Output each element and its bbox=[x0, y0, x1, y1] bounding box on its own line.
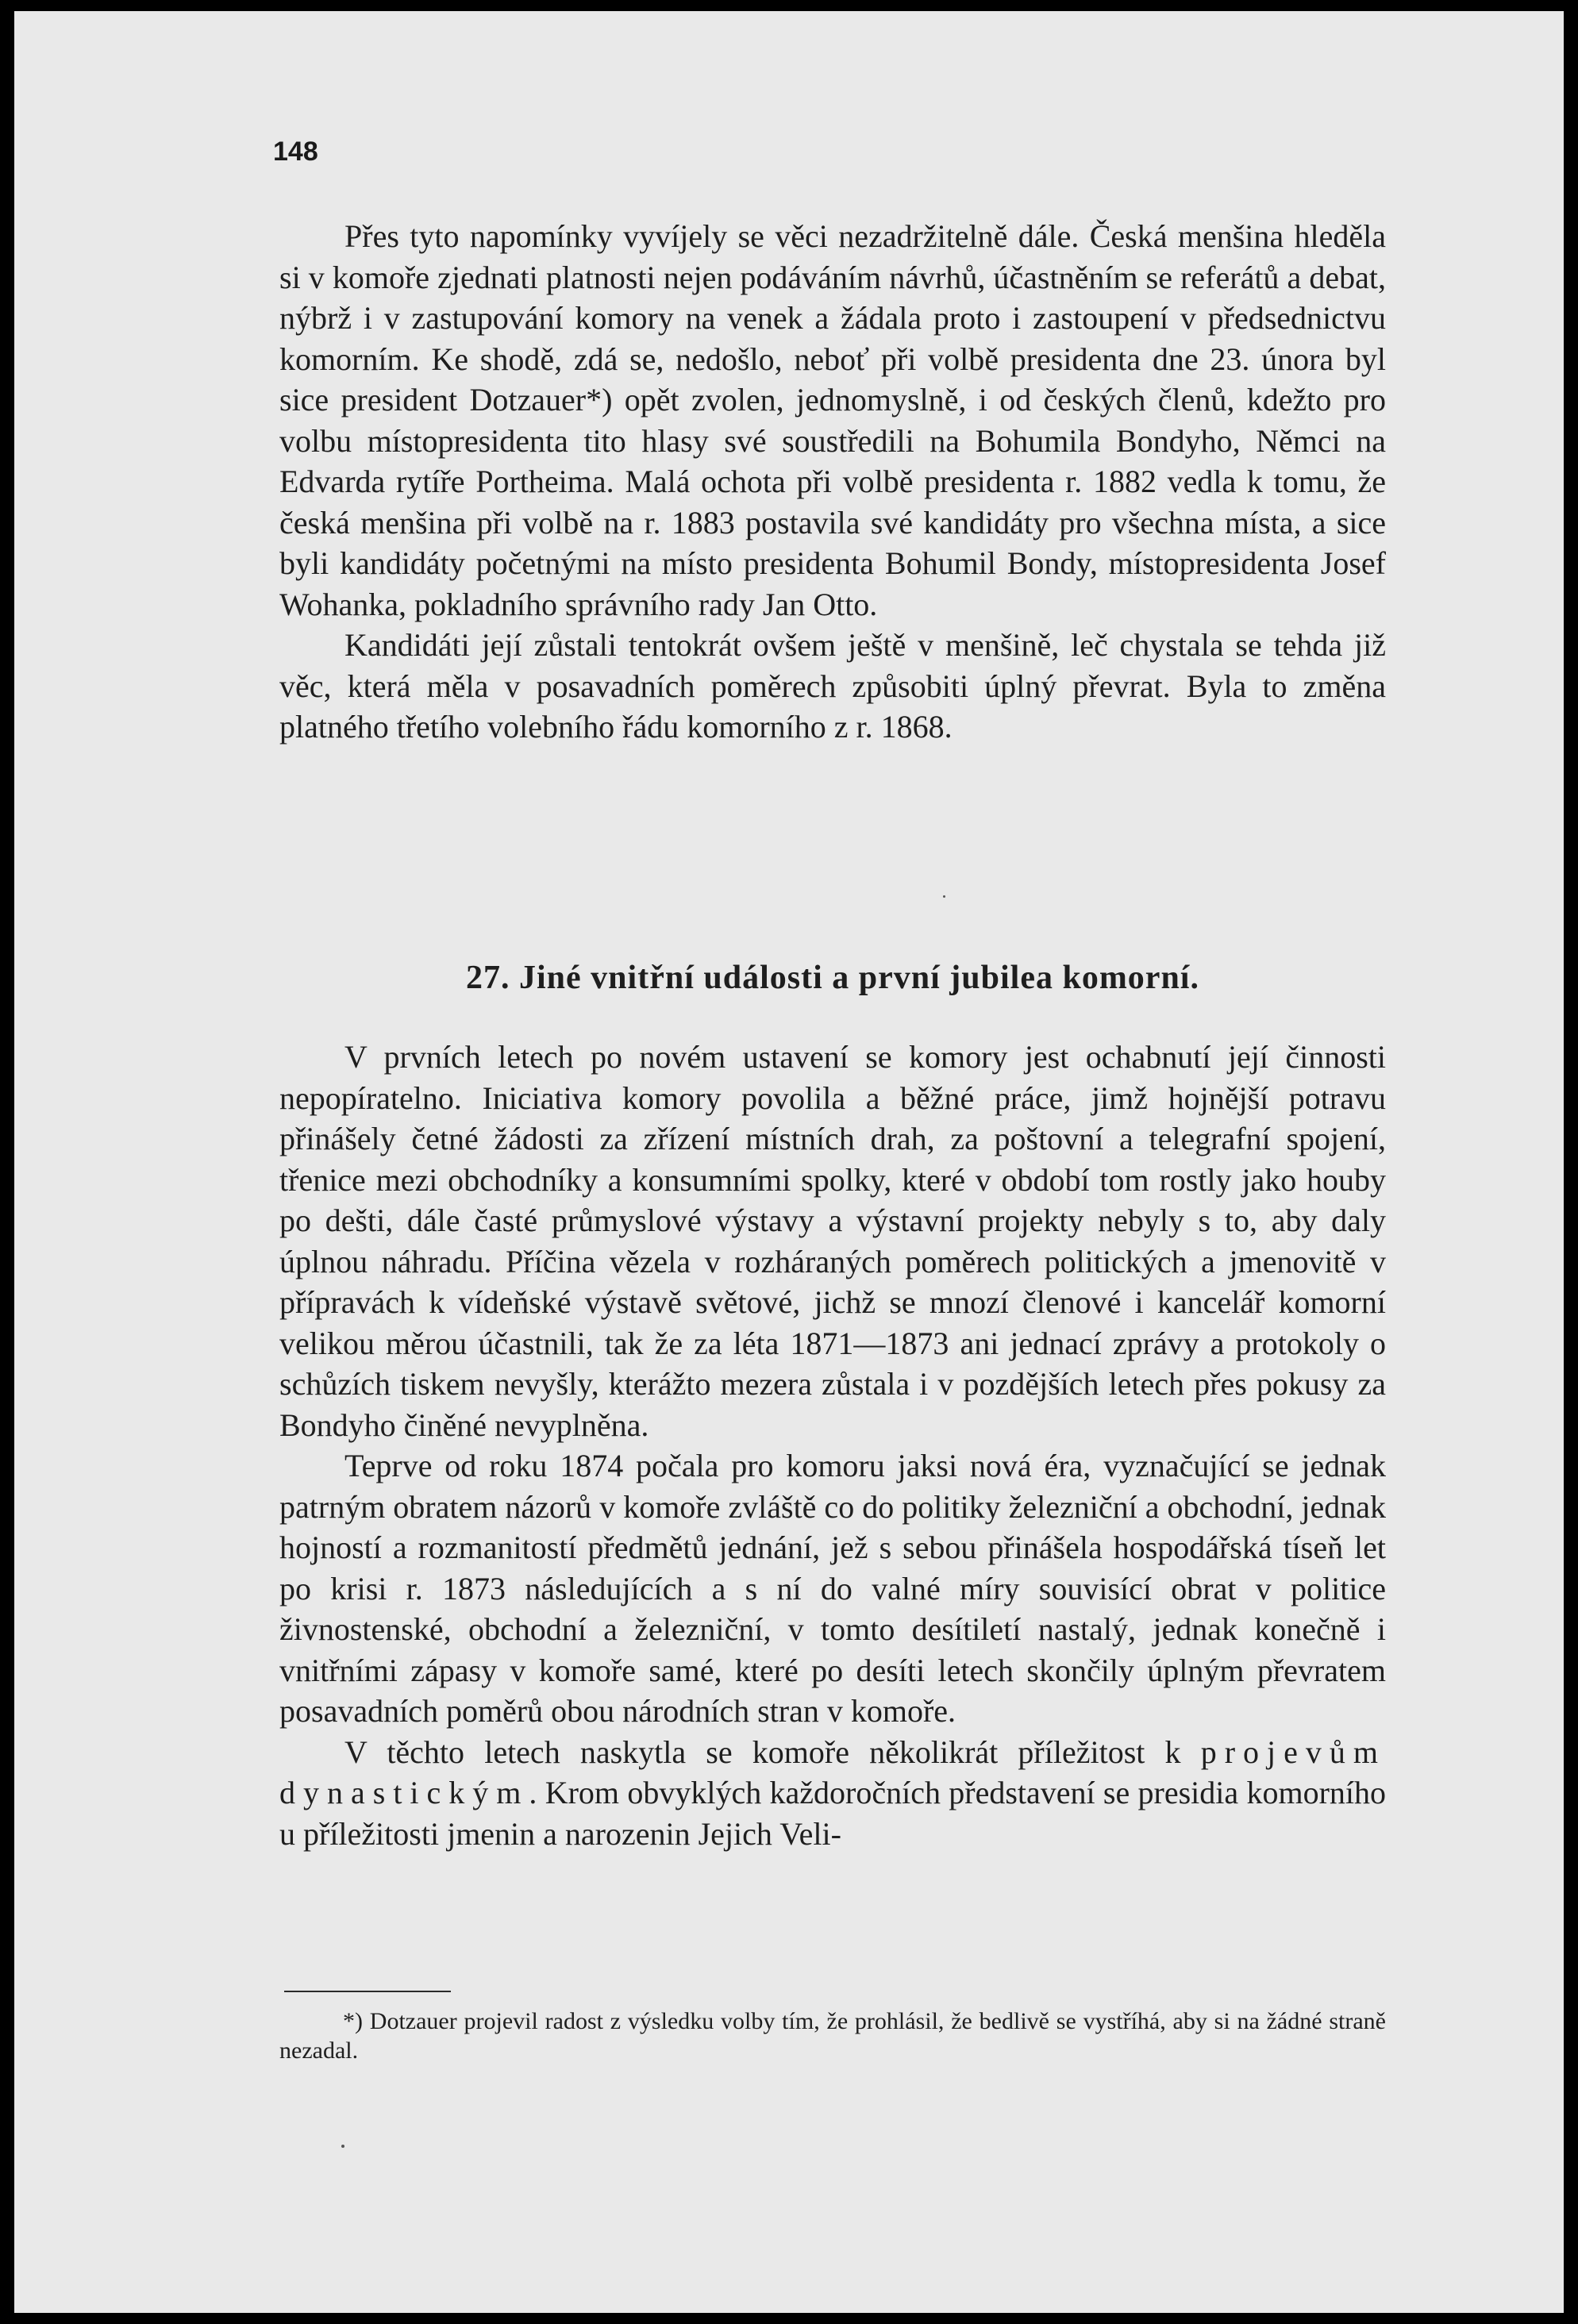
scan-speck bbox=[943, 895, 945, 898]
emphasized-phrase: projevům dynastickým bbox=[279, 1733, 1386, 1810]
paragraph-section-3 bbox=[279, 1732, 1386, 1855]
paragraph-intro-2: Kandidáti její zůstali tentokrát ovšem ještě v menšině, leč chystala se tehda již věc, která měla v posavadních poměrech způsobiti úplný převrat. Byla to změna platného třetího volebního řádu komorního z r. 1868. bbox=[279, 627, 1386, 745]
scan-speck bbox=[341, 2145, 344, 2148]
paragraph-section-1: V prvních letech po novém ustavení se komory jest ochabnutí její činnosti nepopíratelno. Iniciativa komory povolila a běžné práce, jimž hojnější potravu přinášely četné žádosti za zřízení místních drah, za poštovní a telegrafní spojení, třenice mezi obchodníky a konsumními spolky, které v období tom rostly jako houby po dešti, dále časté průmyslové výstavy a výstavní projekty nebyly s to, aby daly úplnou náhradu. Příčina vězela v rozháraných poměrech politických a jmenovitě v přípravách k vídeňské výstavě světové, jichž se mnozí členové i kancelář komorní velikou měrou účastnili, tak že za léta 1871—1873 ani jednací zprávy a protokoly o schůzích tiskem nevyšly, kterážto mezera zůstala i v pozdějších letech přes pokusy za Bondyho činěné nevyplněna. bbox=[279, 1039, 1386, 1443]
paragraph-section-2: Teprve od roku 1874 počala pro komoru jaksi nová éra, vyznačující se jednak patrným obratem názorů v komoře zvláště co do politiky železniční a obchodní, jednak hojností a rozmanitostí předmětů jednání, jež s sebou přinášela hospodářská tíseň let po krisi r. 1873 následujících a s ní do valné míry souvisící obrat v politice živnostenské, obchodní a železniční, v tomto desítiletí nastalý, jednak konečně i vnitřními zápasy v komoře samé, které po desíti letech skončily úplným převratem posavadních poměrů obou národních stran v komoře. bbox=[279, 1448, 1386, 1729]
footnote-rule bbox=[284, 1991, 451, 1992]
final-paragraph-end: . Krom obvyklých každoročních představení se presidia komorního u příležitosti jmenin a narozenin Jejich Veli- bbox=[279, 1775, 1386, 1852]
footnote: *) Dotzauer projevil radost z výsledku volby tím, že prohlásil, že bedlivě se vystříhá, aby si na žádné straně nezadal. bbox=[279, 2008, 1386, 2064]
section-text bbox=[279, 1037, 1386, 1854]
intro-text bbox=[279, 216, 1386, 748]
paragraph-intro-1: Přes tyto napomínky vyvíjely se věci nezadržitelně dále. Česká menšina hleděla si v komoře zjednati platnosti nejen podáváním návrhů, účastněním se referátů a debat, nýbrž i v zastupování komory na venek a žádala proto i zastoupení v předsednictvu komorním. Ke shodě, zdá se, nedošlo, neboť při volbě presidenta dne 23. února byl sice president Dotzauer*) opět zvolen, jednomyslně, i od českých členů, kdežto pro volbu místopresidenta tito hlasy své soustředili na Bohumila Bondyho, Němci na Edvarda rytíře Portheima. Malá ochota při volbě presidenta r. 1882 vedla k tomu, že česká menšina při volbě na r. 1883 postavila své kandidáty pro všechna místa, a sice byli kandidáty početnými na místo presidenta Bohumil Bondy, místopresidenta Josef Wohanka, pokladního správního rady Jan Otto. bbox=[279, 218, 1386, 622]
page-number: 148 bbox=[273, 137, 318, 167]
section-heading: 27. Jiné vnitřní události a první jubilea komorní. bbox=[466, 960, 1199, 996]
final-paragraph-start: V těchto letech naskytla se komoře několikrát příležitost k bbox=[344, 1733, 1201, 1770]
